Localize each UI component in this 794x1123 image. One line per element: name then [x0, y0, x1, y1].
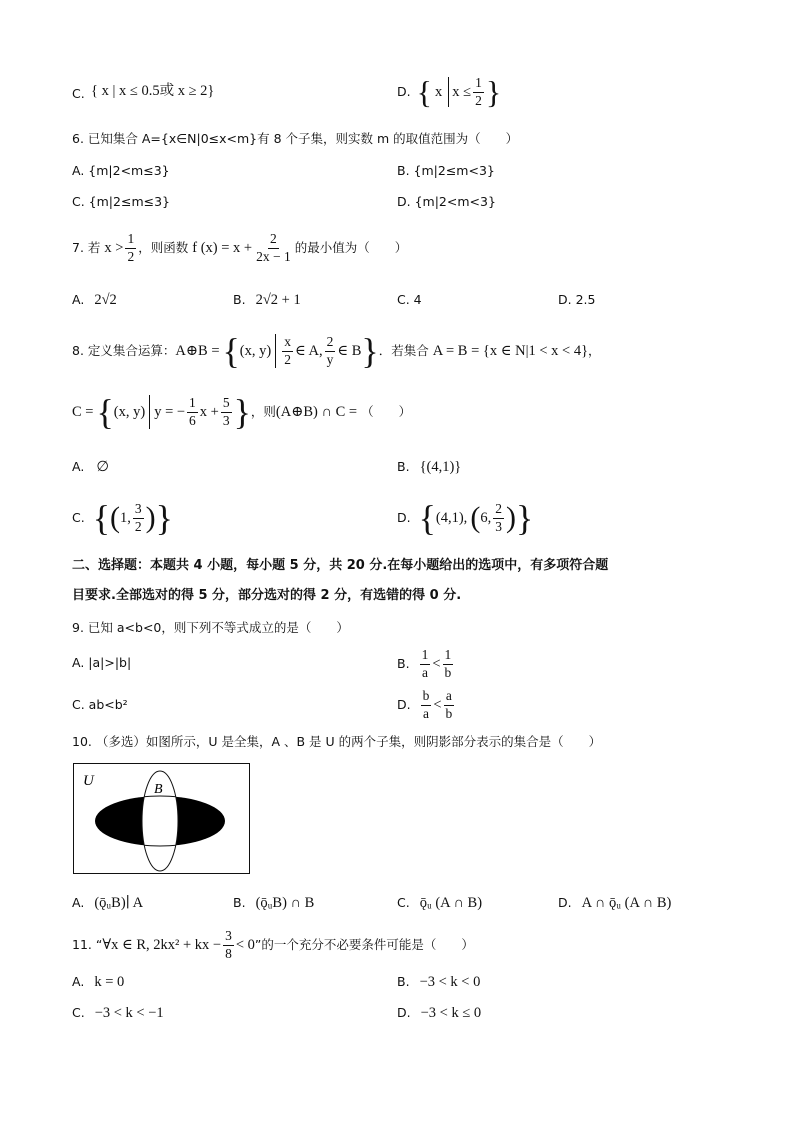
q7-option-c: C. 4 [397, 292, 422, 307]
q5-option-d [397, 72, 501, 112]
q11-option-a: A. k = 0 [72, 974, 125, 990]
q7-function-fraction: $\frac{2}{2x - 1}$ [256, 231, 291, 264]
q7-stem [72, 228, 407, 268]
q8-option-c: C. { ( 1, $\frac{3}{2}$ ) } [72, 498, 173, 538]
q8-c-y: y = − [154, 403, 186, 420]
q8-c-right-brace: } [233, 392, 251, 432]
q5-option-c-expr: { x | x ≤ 0.5或 x ≥ 2} [91, 83, 215, 99]
q10-stem: 10. （多选）如图所示，U 是全集，A 、B 是 U 的两个子集，则阴影部分表示的集合是（ ） [72, 734, 602, 749]
q5-option-d-label: D. [397, 83, 411, 99]
q5-d-bar [448, 77, 449, 107]
q8-option-b: B. {(4,1)} [397, 459, 462, 475]
q7-x-gt: x > [104, 239, 124, 256]
q11-option-c: C. −3 < k < −1 [72, 1005, 164, 1021]
q8-lhs: A⊕B = [175, 342, 220, 359]
q7-prefix: 7. 若 [72, 239, 101, 255]
label-u: U [83, 773, 94, 789]
q7-function: f (x) = x + [192, 239, 253, 256]
q5-d-le: x ≤ [452, 83, 472, 100]
q8-in-a: ∈ A, [294, 342, 323, 359]
q9-option-b: B. $\frac{1}{a}$ < $\frac{1}{b}$ [397, 647, 452, 680]
q6-option-d: D. {m|2<m<3} [397, 194, 496, 209]
q9-option-d: D. $\frac{b}{a}$ < $\frac{a}{b}$ [397, 688, 453, 721]
q7-half-fraction: $\frac{1}{2}$ [127, 231, 135, 264]
q6-option-a: A. {m|2<m≤3} [72, 163, 170, 178]
q8-definition [72, 328, 601, 374]
q8-c-lhs: C = [72, 403, 94, 420]
q8-ab-set: A = B = {x ∈ N|1 < x < 4} [432, 342, 589, 359]
q8-comma: ， [588, 342, 601, 358]
q8-c-left-brace: { [96, 392, 114, 432]
q7-option-d: D. 2.5 [558, 292, 596, 307]
q10-option-c: C. ǭᵤ (A ∩ B) [397, 895, 483, 911]
q7-suffix: 的最小值为（ ） [294, 239, 408, 255]
q10-option-d: D. A ∩ ǭᵤ (A ∩ B) [558, 895, 672, 911]
q9-option-a: A. |a|>|b| [72, 655, 132, 670]
q6-option-c: C. {m|2≤m≤3} [72, 194, 170, 209]
q11-option-b: B. −3 < k < 0 [397, 974, 481, 990]
q8-y-fraction: $\frac{2}{y}$ [326, 334, 334, 367]
q8-set-c [72, 389, 411, 435]
q5-option-c-label: C. [72, 86, 85, 101]
q8-c-pair: (x, y) [113, 403, 146, 420]
q8-right-brace: } [361, 331, 379, 371]
q8-paren: （ ） [361, 403, 412, 419]
q8-option-d: D. { (4,1), ( 6, $\frac{2}{3}$ ) } [397, 498, 534, 538]
q8-mid: ．若集合 [378, 342, 429, 358]
q5-d-x: x [434, 83, 443, 100]
q6-stem: 6. 已知集合 A={x∈N|0≤x<m}有 8 个子集，则实数 m 的取值范围为（ ） [72, 131, 519, 146]
q5-d-fraction: $\frac{1}{2}$ [475, 75, 482, 108]
label-b: B [154, 782, 163, 797]
q8-x-fraction: $\frac{x}{2}$ [284, 334, 291, 367]
q10-option-b: B. (ǭᵤB) ∩ B [233, 895, 315, 911]
q9-option-c: C. ab<b² [72, 697, 128, 712]
section-2-heading-line1: 二、选择题：本题共 4 小题，每小题 5 分，共 20 分.在每小题给出的选项中，有多项符合题 [72, 558, 609, 573]
q8-left-brace: { [222, 331, 240, 371]
q5-left-brace: { [416, 74, 432, 110]
q6-option-b: B. {m|2≤m<3} [397, 163, 495, 178]
q8-pair: (x, y) [239, 342, 272, 359]
q11-stem: 11. “ ∀x ∈ R, 2kx² + kx − $\frac{3}{8}$ < 0 ”的一个充分不必要条件可能是（ ） [72, 928, 474, 961]
venn-diagram [73, 763, 251, 875]
q9-stem: 9. 已知 a<b<0，则下列不等式成立的是（ ） [72, 620, 349, 635]
q7-mid: ，则函数 [138, 239, 189, 255]
q7-option-a: A. 2√2 [72, 292, 117, 308]
q8-bar [275, 334, 276, 368]
q8-prefix: 8. 定义集合运算： [72, 342, 176, 358]
q8-option-a: A. ∅ [72, 459, 109, 475]
q8-expr: (A⊕B) ∩ C = [275, 403, 358, 420]
q8-c-x-plus: x + [199, 403, 219, 420]
section-2-heading-line2: 目要求.全部选对的得 5 分，部分选对的得 2 分，有选错的得 0 分. [72, 588, 462, 603]
q8-c-k-fraction: $\frac{1}{6}$ [189, 395, 196, 428]
q8-in-b: ∈ B [337, 342, 362, 359]
q8-c-bar [149, 395, 150, 429]
q8-then: ，则 [250, 403, 276, 419]
q5-right-brace: } [485, 74, 502, 110]
q10-option-a: A. (ǭᵤB)∣ A [72, 895, 144, 911]
q8-c-b-fraction: $\frac{5}{3}$ [222, 395, 230, 428]
q7-option-b: B. 2√2 + 1 [233, 292, 301, 308]
q11-option-d: D. −3 < k ≤ 0 [397, 1005, 482, 1021]
